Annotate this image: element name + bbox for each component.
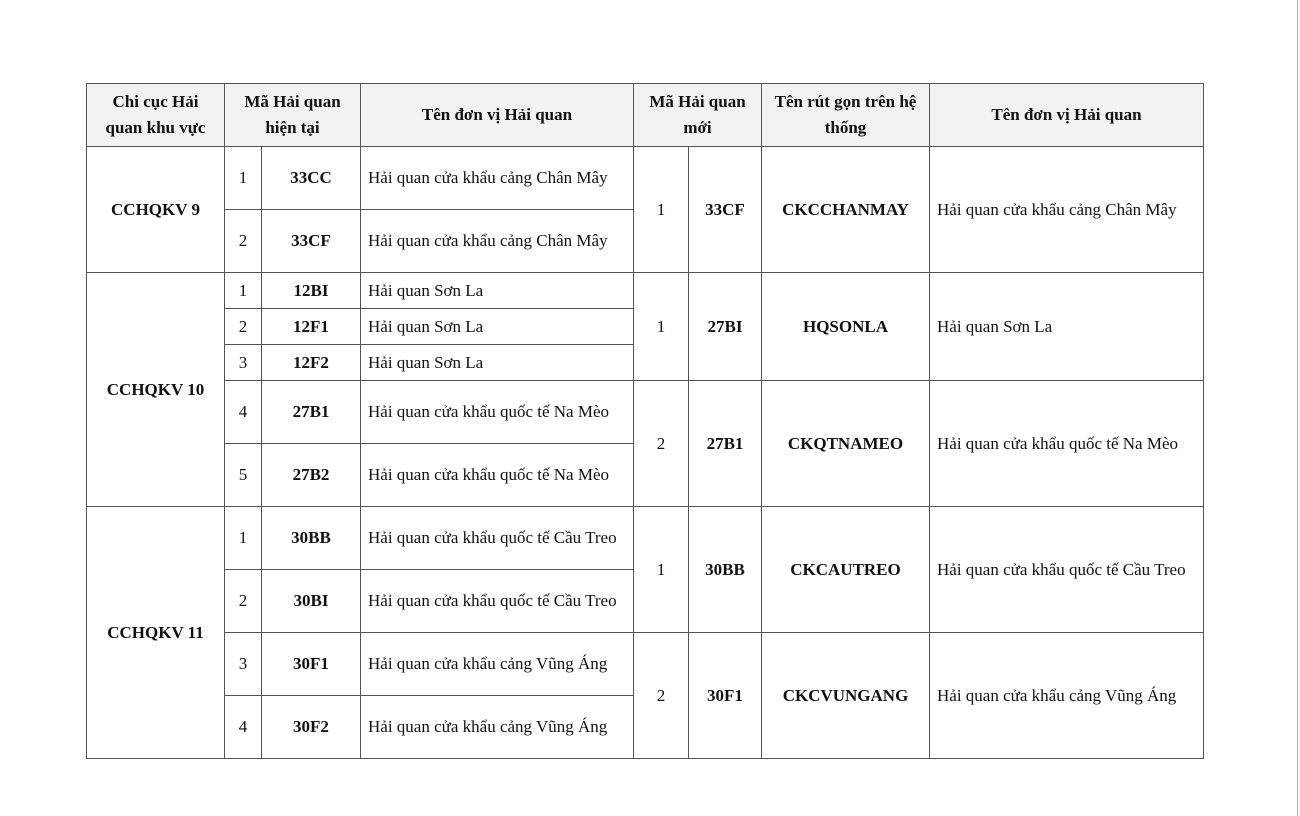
header-region: Chi cục Hải quan khu vực xyxy=(87,84,225,147)
header-short-name: Tên rút gọn trên hệ thống xyxy=(762,84,930,147)
current-no-cell: 1 xyxy=(225,273,262,309)
short-name-cell: CKCVUNGANG xyxy=(762,633,930,759)
current-no-cell: 4 xyxy=(225,696,262,759)
header-current-code: Mã Hải quan hiện tại xyxy=(225,84,361,147)
current-unit-name-cell: Hải quan cửa khẩu cảng Vũng Áng xyxy=(361,696,634,759)
current-unit-name-cell: Hải quan cửa khẩu quốc tế Cầu Treo xyxy=(361,570,634,633)
current-code-cell: 30BI xyxy=(262,570,361,633)
current-unit-name-cell: Hải quan Sơn La xyxy=(361,345,634,381)
new-code-cell: 30F1 xyxy=(689,633,762,759)
new-unit-name-cell: Hải quan Sơn La xyxy=(930,273,1204,381)
new-unit-name-cell: Hải quan cửa khẩu quốc tế Na Mèo xyxy=(930,381,1204,507)
new-code-cell: 30BB xyxy=(689,507,762,633)
current-unit-name-cell: Hải quan cửa khẩu cảng Vũng Áng xyxy=(361,633,634,696)
header-new-code: Mã Hải quan mới xyxy=(634,84,762,147)
page-edge xyxy=(1297,0,1298,816)
customs-mapping-table xyxy=(86,83,1204,759)
new-code-cell: 27BI xyxy=(689,273,762,381)
region-cell: CCHQKV 9 xyxy=(87,147,225,273)
current-unit-name-cell: Hải quan cửa khẩu cảng Chân Mây xyxy=(361,210,634,273)
new-unit-name-cell: Hải quan cửa khẩu quốc tế Cầu Treo xyxy=(930,507,1204,633)
current-unit-name-cell: Hải quan cửa khẩu quốc tế Na Mèo xyxy=(361,381,634,444)
current-code-cell: 27B1 xyxy=(262,381,361,444)
table-row xyxy=(87,381,1204,444)
table-row xyxy=(87,147,1204,210)
new-unit-name-cell: Hải quan cửa khẩu cảng Chân Mây xyxy=(930,147,1204,273)
current-unit-name-cell: Hải quan cửa khẩu quốc tế Na Mèo xyxy=(361,444,634,507)
region-cell: CCHQKV 10 xyxy=(87,273,225,507)
header-unit-name: Tên đơn vị Hải quan xyxy=(361,84,634,147)
current-no-cell: 2 xyxy=(225,570,262,633)
current-code-cell: 12F2 xyxy=(262,345,361,381)
current-code-cell: 30BB xyxy=(262,507,361,570)
new-no-cell: 2 xyxy=(634,381,689,507)
short-name-cell: HQSONLA xyxy=(762,273,930,381)
current-unit-name-cell: Hải quan cửa khẩu cảng Chân Mây xyxy=(361,147,634,210)
new-code-cell: 27B1 xyxy=(689,381,762,507)
table-row xyxy=(87,273,1204,309)
current-code-cell: 30F2 xyxy=(262,696,361,759)
current-unit-name-cell: Hải quan cửa khẩu quốc tế Cầu Treo xyxy=(361,507,634,570)
new-no-cell: 1 xyxy=(634,273,689,381)
current-no-cell: 5 xyxy=(225,444,262,507)
table-row xyxy=(87,633,1204,696)
header-new-unit-name: Tên đơn vị Hải quan xyxy=(930,84,1204,147)
new-code-cell: 33CF xyxy=(689,147,762,273)
table-row xyxy=(87,507,1204,570)
current-code-cell: 12F1 xyxy=(262,309,361,345)
short-name-cell: CKCCHANMAY xyxy=(762,147,930,273)
new-no-cell: 1 xyxy=(634,147,689,273)
current-no-cell: 2 xyxy=(225,309,262,345)
current-code-cell: 33CF xyxy=(262,210,361,273)
current-no-cell: 3 xyxy=(225,633,262,696)
current-unit-name-cell: Hải quan Sơn La xyxy=(361,309,634,345)
new-no-cell: 1 xyxy=(634,507,689,633)
current-unit-name-cell: Hải quan Sơn La xyxy=(361,273,634,309)
region-cell: CCHQKV 11 xyxy=(87,507,225,759)
current-code-cell: 33CC xyxy=(262,147,361,210)
current-no-cell: 4 xyxy=(225,381,262,444)
current-code-cell: 27B2 xyxy=(262,444,361,507)
header-row xyxy=(87,84,1204,147)
current-code-cell: 30F1 xyxy=(262,633,361,696)
new-unit-name-cell: Hải quan cửa khẩu cảng Vũng Áng xyxy=(930,633,1204,759)
current-no-cell: 3 xyxy=(225,345,262,381)
short-name-cell: CKCAUTREO xyxy=(762,507,930,633)
current-no-cell: 2 xyxy=(225,210,262,273)
current-code-cell: 12BI xyxy=(262,273,361,309)
short-name-cell: CKQTNAMEO xyxy=(762,381,930,507)
current-no-cell: 1 xyxy=(225,147,262,210)
new-no-cell: 2 xyxy=(634,633,689,759)
current-no-cell: 1 xyxy=(225,507,262,570)
